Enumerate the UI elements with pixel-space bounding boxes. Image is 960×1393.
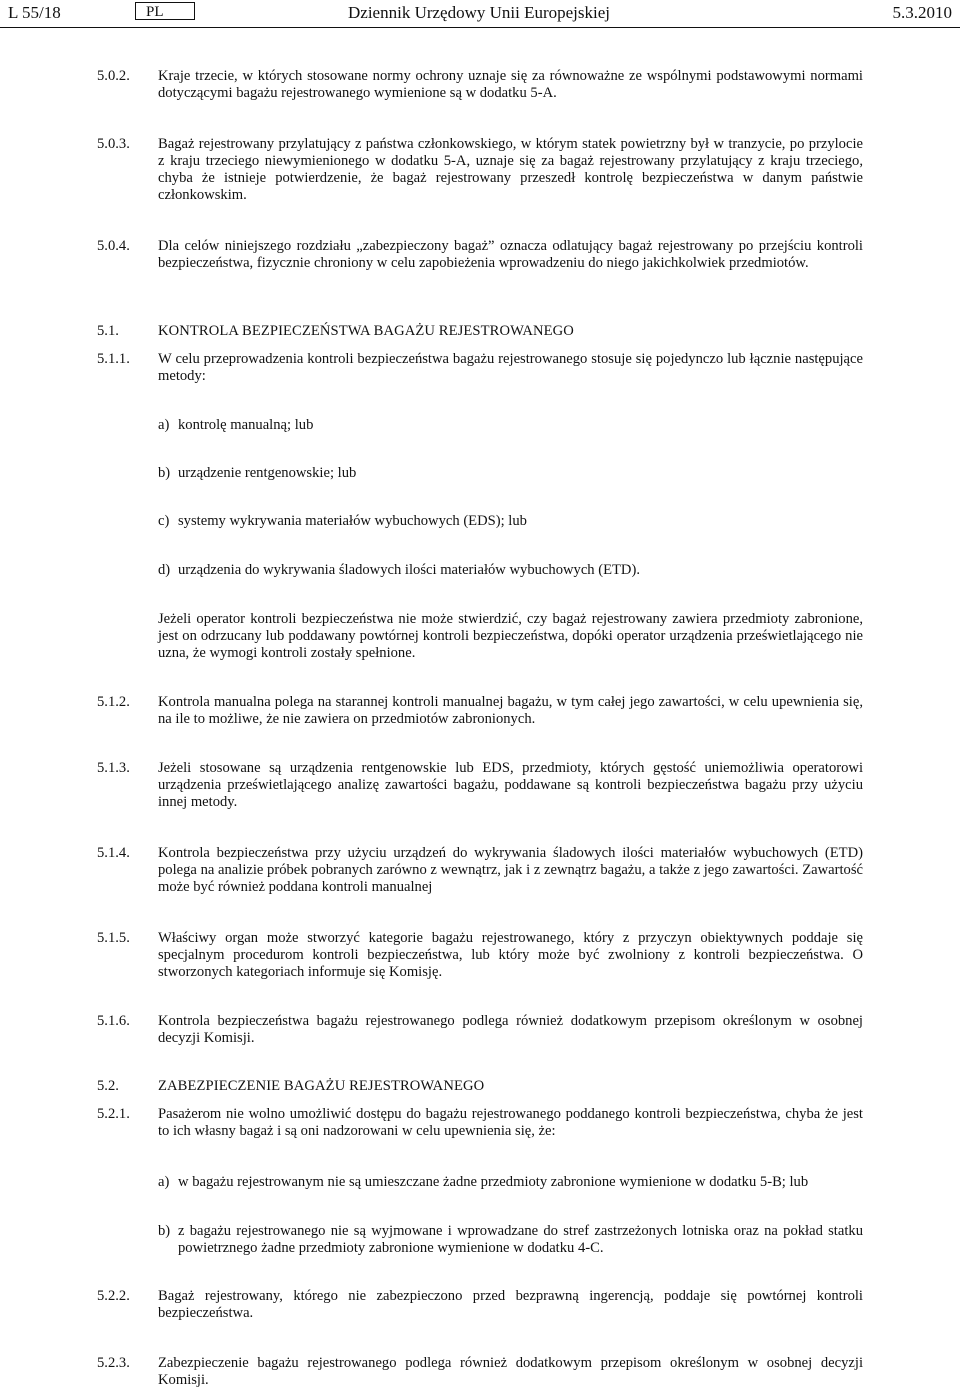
list-item-label: a) [158, 1174, 170, 1190]
section-number: 5.1.1. [97, 351, 130, 367]
section-number: 5.2.1. [97, 1106, 130, 1122]
section-text: Jeżeli stosowane są urządzenia rentgenowskie lub EDS, przedmioty, których gęstość uniemożliwia operatorowi urządzenia prześwietlającego analizę zawartości bagażu, poddawane są kontroli bezpieczeństwa bagażu przy użyciu innej metody. [158, 760, 863, 810]
section-heading: KONTROLA BEZPIECZEŃSTWA BAGAŻU REJESTROWANEGO [158, 323, 574, 339]
section-text: Właściwy organ może stworzyć kategorie bagażu rejestrowanego, który z przyczyn obiektywnych poddaje się specjalnym procedurom kontroli bezpieczeństwa, lub który może być zwolniony z kontroli bezpieczeństwa. O stworzonych kategoriach informuje się Komisję. [158, 930, 863, 980]
list-item-label: d) [158, 562, 171, 578]
list-item-text: z bagażu rejestrowanego nie są wyjmowane i wprowadzane do stref zastrzeżonych lotniska oraz na pokład statku powietrznego żadne przedmioty zabronione wymienione w dodatku 4-C. [178, 1223, 863, 1256]
section-number: 5.0.2. [97, 68, 130, 84]
section-text: Dla celów niniejszego rozdziału „zabezpieczony bagaż” oznacza odlatujący bagaż rejestrowany po przejściu kontroli bezpieczeństwa, fizycznie chroniony w celu zapobieżenia wprowadzeniu do niego jakichkolwiek przedmiotów. [158, 238, 863, 271]
page-reference: L 55/18 [8, 3, 61, 22]
publication-date: 5.3.2010 [892, 3, 952, 22]
section-number: 5.2.3. [97, 1355, 130, 1371]
section-number: 5.1.2. [97, 694, 130, 710]
section-number: 5.2. [97, 1078, 119, 1094]
section-number: 5.1.6. [97, 1013, 130, 1029]
section-number: 5.1.5. [97, 930, 130, 946]
section-text: Kraje trzecie, w których stosowane normy ochrony uznaje się za równoważne ze wspólnymi podstawowymi normami dotyczącymi bagażu rejestrowanego wymienione są w dodatku 5-A. [158, 68, 863, 101]
list-item-label: b) [158, 465, 171, 481]
journal-title: Dziennik Urzędowy Unii Europejskiej [348, 3, 611, 22]
section-5-1-1-note: Jeżeli operator kontroli bezpieczeństwa nie może stwierdzić, czy bagaż rejestrowany zawiera przedmioty zabronione, jest on odrzucany lub poddawany powtórnej kontroli bezpieczeństwa, dopóki operator urządzenia prześwietlającego nie uzna, że wymogi kontroli zostały spełnione. [158, 611, 863, 661]
list-item-label: b) [158, 1223, 171, 1239]
list-item-text: urządzenie rentgenowskie; lub [178, 465, 357, 481]
language-code-box: PL [135, 2, 195, 20]
section-number: 5.1.4. [97, 845, 130, 861]
section-number: 5.2.2. [97, 1288, 130, 1304]
section-text: Pasażerom nie wolno umożliwić dostępu do bagażu rejestrowanego poddanego kontroli bezpieczeństwa, chyba że jest to ich własny bagaż i są oni nadzorowani w celu upewnienia się, że: [158, 1106, 863, 1139]
section-text: Zabezpieczenie bagażu rejestrowanego podlega również dodatkowym przepisom określonym w osobnej decyzji Komisji. [158, 1355, 863, 1388]
section-number: 5.1. [97, 323, 119, 339]
list-item-label: c) [158, 513, 170, 529]
section-number: 5.0.3. [97, 136, 130, 152]
page-header [0, 3, 960, 27]
section-number: 5.1.3. [97, 760, 130, 776]
section-text: Bagaż rejestrowany, którego nie zabezpieczono przed bezprawną ingerencją, poddaje się powtórnej kontroli bezpieczeństwa. [158, 1288, 863, 1321]
section-text: Kontrola bezpieczeństwa przy użyciu urządzeń do wykrywania śladowych ilości materiałów wybuchowych (ETD) polega na analizie próbek pobranych zarówno z wewnątrz, jak i z zewnątrz bagażu, a także z jego zawartości. Zawartość może być również poddana kontroli manualnej [158, 845, 863, 895]
list-item-text: w bagażu rejestrowanym nie są umieszczane żadne przedmioty zabronione wymienione w dodatku 5-B; lub [178, 1174, 809, 1190]
section-text: Bagaż rejestrowany przylatujący z państwa członkowskiego, w którym statek powietrzny był w tranzycie, po przylocie z kraju trzeciego niewymienionego w dodatku 5-A, uznaje się za bagaż rejestrowany przylatujący z kraju trzeciego, chyba że istnieje potwierdzenie, że bagaż rejestrowany przeszedł kontrolę bezpieczeństwa w danym państwie członkowskim. [158, 136, 863, 203]
section-text: Kontrola bezpieczeństwa bagażu rejestrowanego podlega również dodatkowym przepisom określonym w osobnej decyzji Komisji. [158, 1013, 863, 1046]
list-item-text: systemy wykrywania materiałów wybuchowych (EDS); lub [178, 513, 527, 529]
list-item-text: urządzenia do wykrywania śladowych ilości materiałów wybuchowych (ETD). [178, 562, 640, 578]
section-text: Kontrola manualna polega na starannej kontroli manualnej bagażu, w tym całej jego zawartości, w celu upewnienia się, na ile to możliwe, że nie zawiera on przedmiotów zabronionych. [158, 694, 863, 727]
section-text: W celu przeprowadzenia kontroli bezpieczeństwa bagażu rejestrowanego stosuje się pojedynczo lub łącznie następujące metody: [158, 351, 863, 384]
header-rule [0, 27, 960, 28]
section-heading: ZABEZPIECZENIE BAGAŻU REJESTROWANEGO [158, 1078, 485, 1094]
section-number: 5.0.4. [97, 238, 130, 254]
list-item-text: kontrolę manualną; lub [178, 417, 314, 433]
list-item-label: a) [158, 417, 170, 433]
